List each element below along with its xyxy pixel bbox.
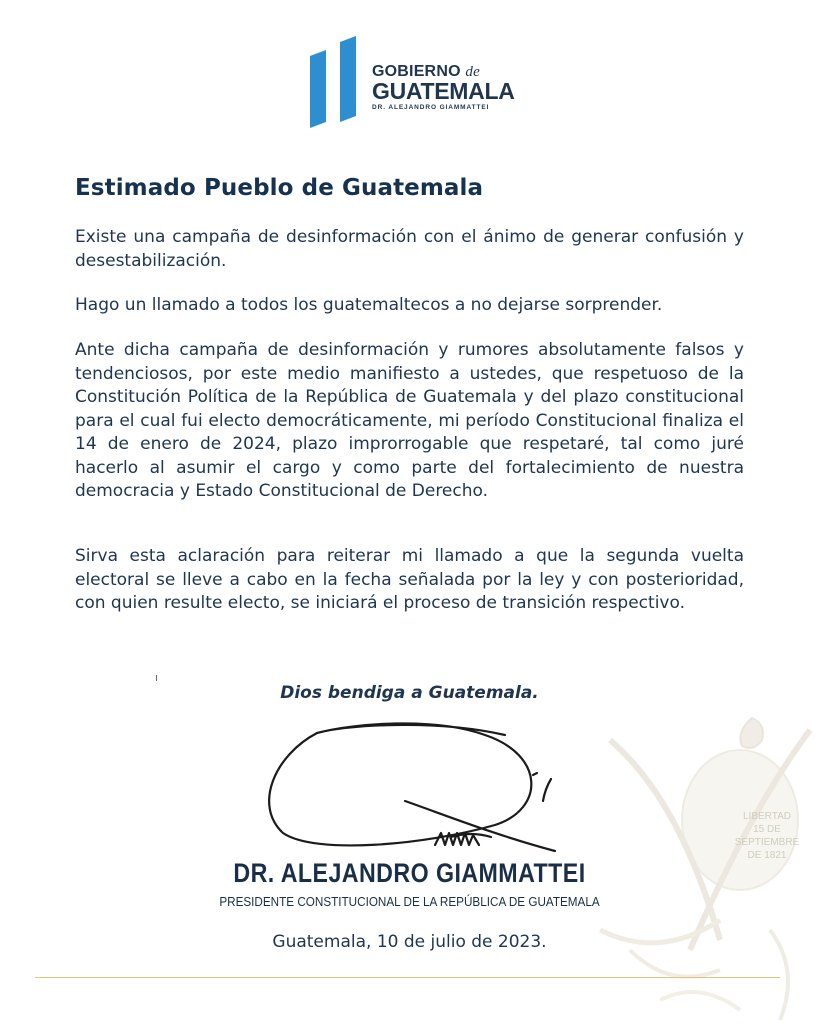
- logo-guatemala: GUATEMALA: [372, 78, 515, 104]
- blessing-text: Dios bendiga a Guatemala.: [280, 683, 539, 703]
- paragraph-text: Hago un llamado a todos los guatemaltecos a no dejarse sorprender.: [75, 295, 663, 315]
- letter-date: Guatemala, 10 de julio de 2023.: [272, 932, 547, 952]
- paragraph-text: Sirva esta aclaración para reiterar mi llamado a que la segunda vuelta electoral se lleve a cabo en la fecha señalada por la ley y con posterioridad, con quien resulte electo, se iniciará el proceso de transición respectivo.: [75, 546, 744, 613]
- letter-title: Estimado Pueblo de Guatemala: [75, 175, 484, 201]
- letter-paragraph-1: [75, 226, 744, 273]
- signer-name: DR. ALEJANDRO GIAMMATTEI: [233, 858, 586, 888]
- emblem-text-line: 15 DE: [753, 824, 781, 835]
- logo-bars-icon: [306, 36, 362, 128]
- paragraph-text: Ante dicha campaña de desinformación y rumores absolutamente falsos y tendenciosos, por este medio manifiesto a ustedes, que respetuoso de la Constitución Política de la República de Guatemala y del plazo constitucional para el cual fui electo democráticamente, mi período Constitucional finaliza el 14 de enero de 2024, plazo improrrogable que respetaré, tal como juré hacerlo al asumir el cargo y como parte del fortalecimiento de nuestra democracia y Estado Constitucional de Derecho.: [75, 340, 744, 501]
- letter-paragraph-2: [75, 294, 744, 318]
- emblem-inscription: [722, 810, 812, 862]
- paragraph-text: Existe una campaña de desinformación con el ánimo de generar confusión y desestabilización.: [75, 227, 744, 271]
- logo-gobierno: GOBIERNO: [372, 63, 461, 80]
- emblem-text-line: DE 1821: [747, 850, 787, 861]
- emblem-text-line: LIBERTAD: [743, 811, 791, 822]
- stray-mark: [156, 675, 157, 681]
- government-logo: [306, 36, 526, 128]
- letter-paragraph-3: [75, 339, 744, 504]
- logo-president-name: DR. ALEJANDRO GIAMMATTEI: [372, 104, 490, 111]
- handwritten-signature: [255, 705, 585, 860]
- logo-de: de: [465, 64, 480, 80]
- footer-divider: [35, 977, 780, 978]
- signer-title: PRESIDENTE CONSTITUCIONAL DE LA REPÚBLICA DE GUATEMALA: [219, 894, 600, 909]
- logo-wordmark: [372, 64, 515, 111]
- emblem-text-line: SEPTIEMBRE: [734, 837, 800, 848]
- letter-paragraph-4: [75, 545, 744, 616]
